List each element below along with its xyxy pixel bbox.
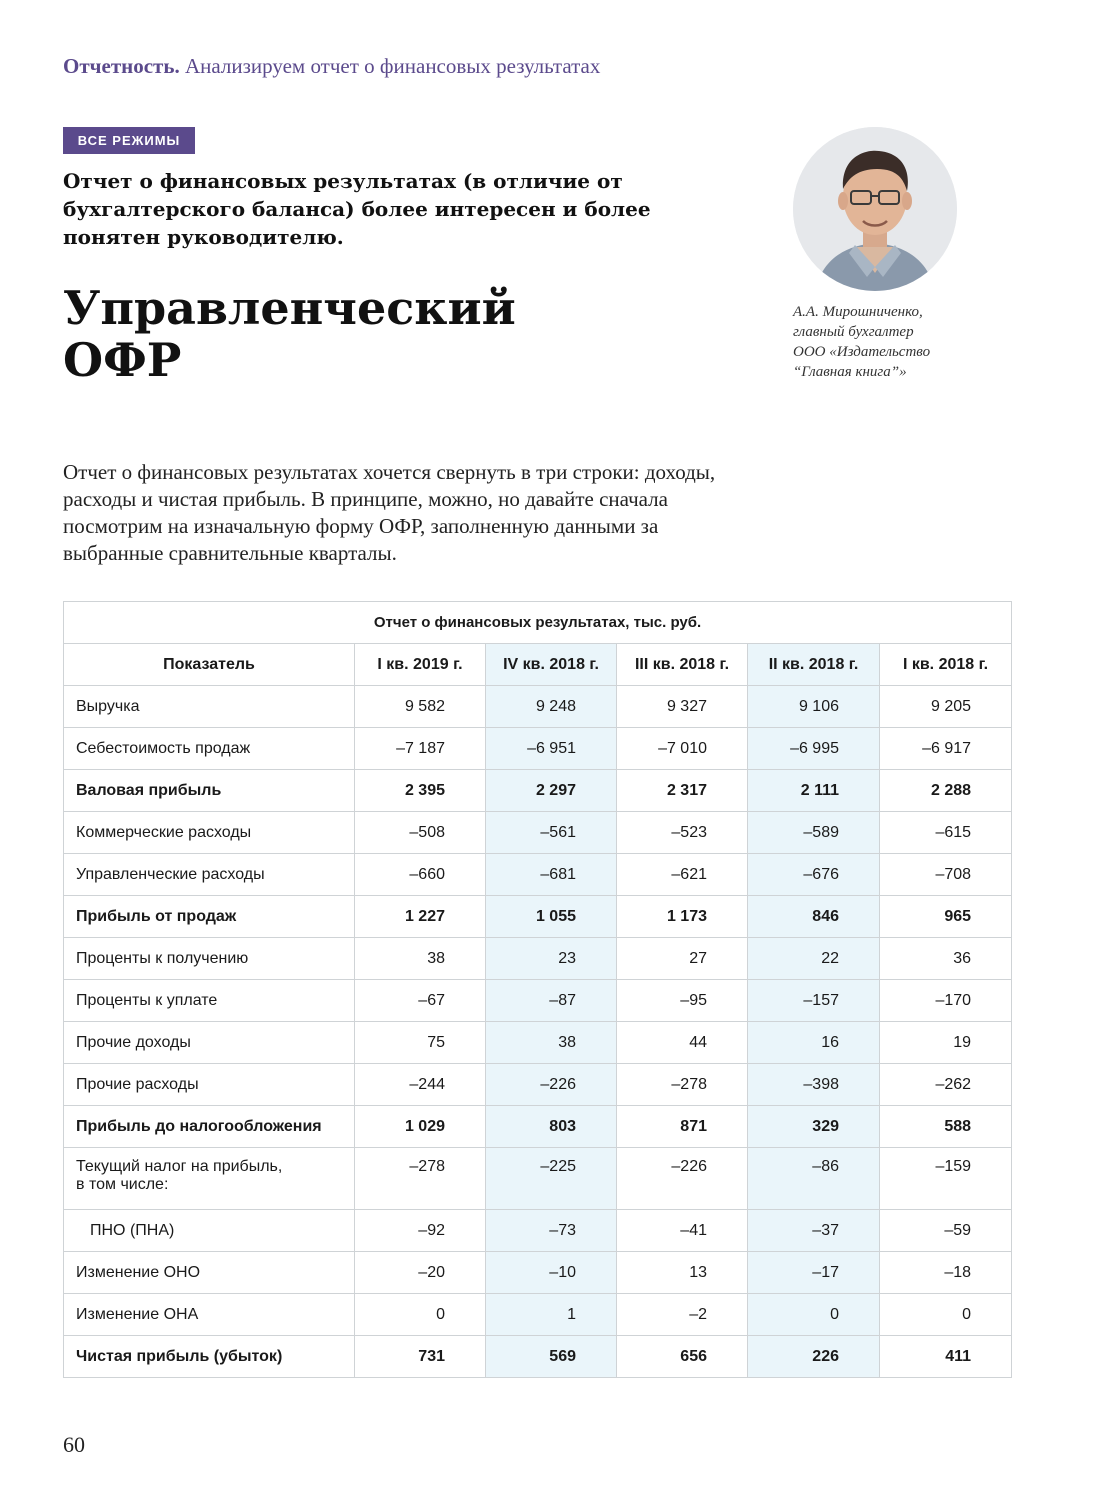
cell-value: –226 (486, 1064, 617, 1106)
cell-value: –589 (748, 812, 880, 854)
table-row (64, 1148, 1012, 1210)
author-company-line-2: “Главная книга”» (793, 364, 907, 380)
cell-value: –170 (880, 980, 1012, 1022)
table-row (64, 1252, 1012, 1294)
cell-value: 38 (355, 938, 486, 980)
cell-value: –398 (748, 1064, 880, 1106)
cell-value: –523 (617, 812, 748, 854)
cell-value: 731 (355, 1336, 486, 1378)
row-label: Прочие расходы (64, 1064, 355, 1106)
cell-value: –20 (355, 1252, 486, 1294)
table-row (64, 896, 1012, 938)
cell-value: –10 (486, 1252, 617, 1294)
cell-value: 9 248 (486, 686, 617, 728)
cell-value: 2 297 (486, 770, 617, 812)
table-caption: Отчет о финансовых результатах, тыс. руб. (64, 602, 1012, 644)
cell-value: –615 (880, 812, 1012, 854)
table-row (64, 1106, 1012, 1148)
table-row (64, 1336, 1012, 1378)
cell-value: –708 (880, 854, 1012, 896)
cell-value: 871 (617, 1106, 748, 1148)
cell-value: –244 (355, 1064, 486, 1106)
cell-value: –37 (748, 1210, 880, 1252)
cell-value: 1 055 (486, 896, 617, 938)
row-label: Выручка (64, 686, 355, 728)
cell-value: –73 (486, 1210, 617, 1252)
cell-value: 13 (617, 1252, 748, 1294)
cell-value: 2 395 (355, 770, 486, 812)
cell-value: –7 187 (355, 728, 486, 770)
table-row (64, 1022, 1012, 1064)
row-label: Коммерческие расходы (64, 812, 355, 854)
author-company-line-1: ООО «Издательство (793, 344, 931, 360)
cell-value: 38 (486, 1022, 617, 1064)
row-label: Проценты к уплате (64, 980, 355, 1022)
cell-value: 2 317 (617, 770, 748, 812)
cell-value: –86 (748, 1148, 880, 1210)
cell-value: 9 106 (748, 686, 880, 728)
table-row (64, 980, 1012, 1022)
author-caption (793, 302, 993, 382)
row-label: Чистая прибыль (убыток) (64, 1336, 355, 1378)
cell-value: 411 (880, 1336, 1012, 1378)
cell-value: 569 (486, 1336, 617, 1378)
author-portrait-icon (793, 127, 957, 291)
tax-regime-badge: ВСЕ РЕЖИМЫ (63, 127, 195, 154)
cell-value: 1 029 (355, 1106, 486, 1148)
title-line-2: ОФР (63, 333, 182, 387)
cell-value: 588 (880, 1106, 1012, 1148)
cell-value: 36 (880, 938, 1012, 980)
column-header: II кв. 2018 г. (748, 644, 880, 686)
cell-value: 226 (748, 1336, 880, 1378)
cell-value: 27 (617, 938, 748, 980)
financial-results-table (63, 601, 1012, 1378)
cell-value: –508 (355, 812, 486, 854)
cell-value: 329 (748, 1106, 880, 1148)
cell-value: –278 (355, 1148, 486, 1210)
author-avatar (793, 127, 957, 291)
row-label: Текущий налог на прибыль, в том числе: (64, 1148, 355, 1210)
cell-value: 9 205 (880, 686, 1012, 728)
author-position: главный бухгалтер (793, 324, 914, 340)
row-label: Себестоимость продаж (64, 728, 355, 770)
cell-value: 1 173 (617, 896, 748, 938)
running-header (63, 54, 600, 79)
table-row (64, 770, 1012, 812)
column-header: I кв. 2018 г. (880, 644, 1012, 686)
cell-value: –561 (486, 812, 617, 854)
cell-value: –59 (880, 1210, 1012, 1252)
cell-value: 0 (355, 1294, 486, 1336)
table-row (64, 1210, 1012, 1252)
cell-value: 2 288 (880, 770, 1012, 812)
cell-value: 965 (880, 896, 1012, 938)
author-name: А.А. Мирошниченко, (793, 304, 923, 320)
cell-value: 16 (748, 1022, 880, 1064)
cell-value: –621 (617, 854, 748, 896)
cell-value: –262 (880, 1064, 1012, 1106)
row-label: Прибыль от продаж (64, 896, 355, 938)
cell-value: –6 995 (748, 728, 880, 770)
cell-value: –7 010 (617, 728, 748, 770)
row-label: Прочие доходы (64, 1022, 355, 1064)
cell-value: –226 (617, 1148, 748, 1210)
row-label: Управленческие расходы (64, 854, 355, 896)
row-label: Изменение ОНА (64, 1294, 355, 1336)
cell-value: 44 (617, 1022, 748, 1064)
cell-value: –159 (880, 1148, 1012, 1210)
cell-value: –6 951 (486, 728, 617, 770)
article-title (63, 282, 663, 386)
row-label: ПНО (ПНА) (64, 1210, 355, 1252)
column-header: I кв. 2019 г. (355, 644, 486, 686)
table-row (64, 686, 1012, 728)
cell-value: 1 227 (355, 896, 486, 938)
cell-value: –95 (617, 980, 748, 1022)
cell-value: –278 (617, 1064, 748, 1106)
cell-value: –2 (617, 1294, 748, 1336)
cell-value: 1 (486, 1294, 617, 1336)
cell-value: –67 (355, 980, 486, 1022)
column-header: Показатель (64, 644, 355, 686)
section-subtitle: Анализируем отчет о финансовых результатах (184, 54, 601, 78)
table-row (64, 728, 1012, 770)
cell-value: 656 (617, 1336, 748, 1378)
table-row (64, 1294, 1012, 1336)
table-row (64, 854, 1012, 896)
cell-value: 23 (486, 938, 617, 980)
cell-value: –225 (486, 1148, 617, 1210)
column-header: III кв. 2018 г. (617, 644, 748, 686)
cell-value: –157 (748, 980, 880, 1022)
cell-value: –18 (880, 1252, 1012, 1294)
cell-value: –660 (355, 854, 486, 896)
page-number: 60 (63, 1432, 85, 1457)
table-row (64, 1064, 1012, 1106)
cell-value: –87 (486, 980, 617, 1022)
row-label: Прибыль до налогообложения (64, 1106, 355, 1148)
table-header-row (64, 644, 1012, 686)
row-label: Проценты к получению (64, 938, 355, 980)
cell-value: –681 (486, 854, 617, 896)
cell-value: –92 (355, 1210, 486, 1252)
table-row (64, 812, 1012, 854)
section-name: Отчетность. (63, 54, 180, 78)
row-label: Валовая прибыль (64, 770, 355, 812)
cell-value: 9 582 (355, 686, 486, 728)
lead-paragraph: Отчет о финансовых результатах (в отличие от бухгалтерского баланса) более интересен и более понятен руководителю. (63, 169, 651, 249)
row-label: Изменение ОНО (64, 1252, 355, 1294)
cell-value: 803 (486, 1106, 617, 1148)
cell-value: –41 (617, 1210, 748, 1252)
cell-value: 19 (880, 1022, 1012, 1064)
cell-value: 22 (748, 938, 880, 980)
cell-value: 9 327 (617, 686, 748, 728)
intro-paragraph: Отчет о финансовых результатах хочется свернуть в три строки: доходы, расходы и чистая прибыль. В принципе, можно, но давайте сначала посмотрим на изначальную форму ОФР, заполненную данными за выбранные сравнительные кварталы. (63, 460, 716, 565)
table-row (64, 938, 1012, 980)
cell-value: 846 (748, 896, 880, 938)
column-header: IV кв. 2018 г. (486, 644, 617, 686)
cell-value: –676 (748, 854, 880, 896)
title-line-1: Управленческий (63, 281, 516, 335)
cell-value: 0 (748, 1294, 880, 1336)
cell-value: 0 (880, 1294, 1012, 1336)
cell-value: 75 (355, 1022, 486, 1064)
cell-value: –17 (748, 1252, 880, 1294)
cell-value: –6 917 (880, 728, 1012, 770)
cell-value: 2 111 (748, 770, 880, 812)
